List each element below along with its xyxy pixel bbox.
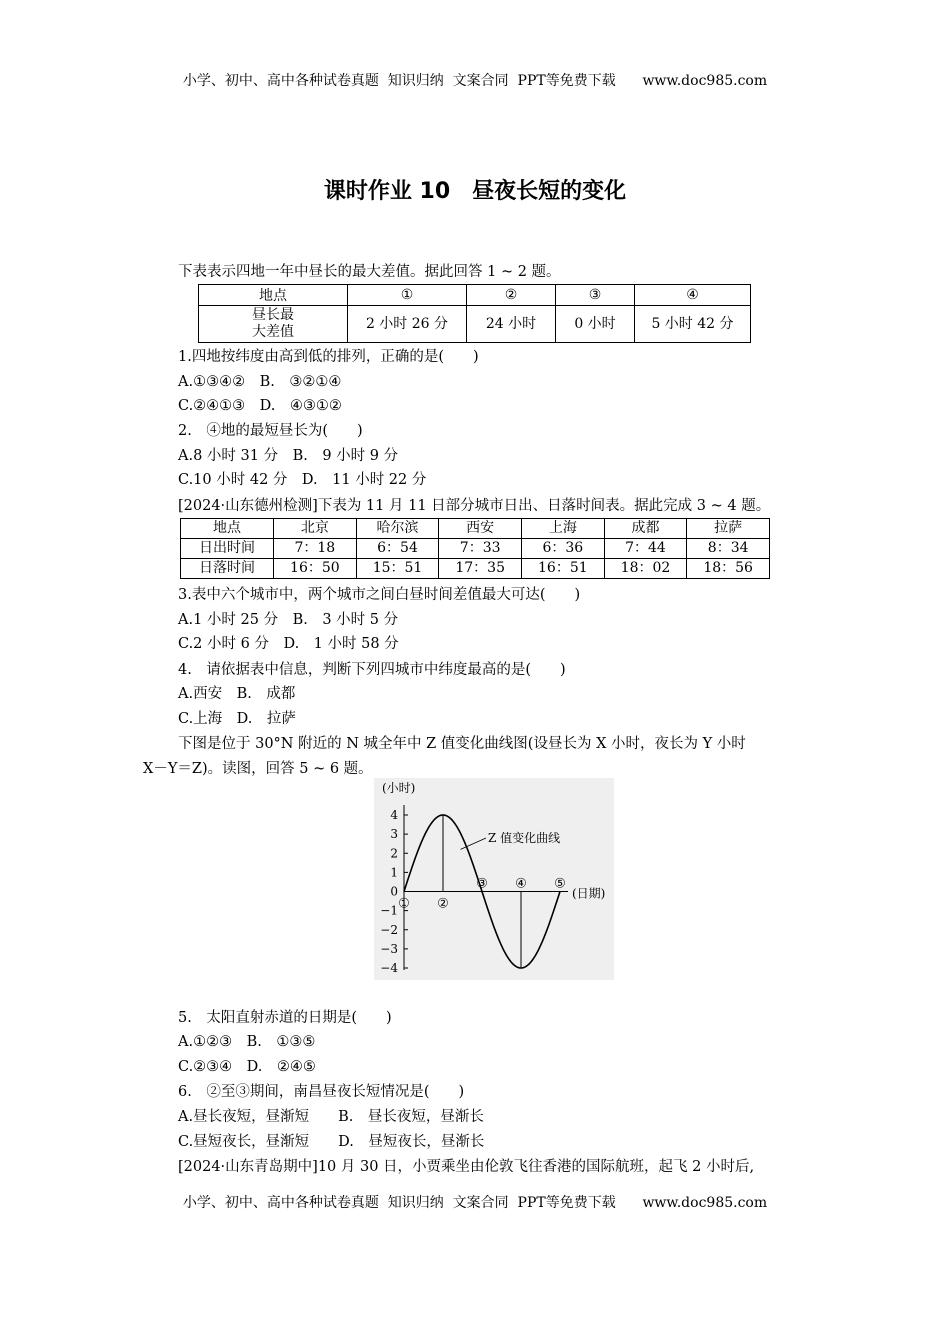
table1-col0: 地点 bbox=[199, 285, 348, 306]
day-length-table bbox=[198, 284, 751, 343]
table2-head: 北京 bbox=[274, 519, 357, 539]
page-title: 课时作业 10 昼夜长短的变化 bbox=[323, 179, 627, 204]
question-1-options-ab: A.①③④② B. ③②①④ bbox=[178, 374, 342, 390]
table2-head: 上海 bbox=[522, 519, 605, 539]
table1-header: ① bbox=[348, 285, 467, 306]
intro-q7: [2024·山东青岛期中]10 月 30 日，小贾乘坐由伦敦飞往香港的国际航班，起飞 2 小时后, bbox=[178, 1159, 755, 1175]
table1-header: ③ bbox=[556, 285, 635, 306]
y-axis-label: (小时) bbox=[382, 781, 416, 795]
table1-header: ④ bbox=[635, 285, 751, 306]
table2-cell: 16：50 bbox=[274, 559, 357, 579]
question-3: 3.表中六个城市中，两个城市之间白昼时间差值最大可达( ) bbox=[178, 587, 581, 603]
table1-cell: 24 小时 bbox=[467, 306, 556, 343]
question-2: 2. ④地的最短昼长为( ) bbox=[178, 423, 363, 439]
table2-head: 成都 bbox=[604, 519, 687, 539]
table1-rowlabel bbox=[199, 306, 348, 343]
question-4: 4. 请依据表中信息，判断下列四城市中纬度最高的是( ) bbox=[178, 662, 566, 678]
table2-cell: 日出时间 bbox=[181, 539, 274, 559]
table1-rowlabel-line2: 大差值 bbox=[252, 324, 294, 340]
question-6-options-cd: C.昼短夜长，昼渐短 D. 昼短夜长，昼渐长 bbox=[178, 1134, 485, 1150]
y-tick-label: 1 bbox=[390, 865, 398, 880]
table1-cell: 5 小时 42 分 bbox=[635, 306, 751, 343]
sunrise-sunset-table bbox=[180, 518, 770, 579]
y-tick-label: 3 bbox=[390, 827, 398, 842]
page-footer: 小学、初中、高中各种试卷真题 知识归纳 文案合同 PPT等免费下载 www.doc985.com bbox=[182, 1195, 768, 1211]
intro-q1-2: 下表表示四地一年中昼长的最大差值。据此回答 1 ~ 2 题。 bbox=[178, 264, 561, 280]
question-2-options-cd: C.10 小时 42 分 D. 11 小时 22 分 bbox=[178, 472, 427, 488]
table2-cell: 日落时间 bbox=[181, 559, 274, 579]
question-1-options-cd: C.②④①③ D. ④③①② bbox=[178, 398, 342, 414]
table2-head: 地点 bbox=[181, 519, 274, 539]
table2-cell: 15：51 bbox=[356, 559, 439, 579]
table2-cell: 7：44 bbox=[604, 539, 687, 559]
date-marker: ④ bbox=[515, 876, 527, 892]
curve-label: Z 值变化曲线 bbox=[488, 830, 561, 845]
intro-q3-4: [2024·山东德州检测]下表为 11 月 11 日部分城市日出、日落时间表。据此完成 3 ~ 4 题。 bbox=[178, 498, 771, 514]
question-4-options-ab: A.西安 B. 成都 bbox=[178, 686, 296, 702]
table2-head: 西安 bbox=[439, 519, 522, 539]
intro-q5-6-line2: X－Y＝Z)。读图，回答 5 ~ 6 题。 bbox=[143, 761, 373, 777]
table1-header: ② bbox=[467, 285, 556, 306]
table2-cell: 16：51 bbox=[522, 559, 605, 579]
table1-rowlabel-line1: 昼长最 bbox=[252, 307, 294, 323]
y-tick-label: 0 bbox=[390, 884, 398, 899]
question-6: 6. ②至③期间，南昌昼夜长短情况是( ) bbox=[178, 1084, 465, 1100]
table2-cell: 18：02 bbox=[604, 559, 687, 579]
y-tick-label: −3 bbox=[380, 941, 398, 956]
date-marker: ② bbox=[437, 896, 449, 912]
date-marker: ⑤ bbox=[554, 876, 566, 892]
page-header: 小学、初中、高中各种试卷真题 知识归纳 文案合同 PPT等免费下载 www.doc985.com bbox=[182, 73, 768, 89]
table2-cell: 8：34 bbox=[687, 539, 770, 559]
date-marker: ③ bbox=[476, 876, 488, 892]
question-4-options-cd: C.上海 D. 拉萨 bbox=[178, 711, 296, 727]
question-3-options-cd: C.2 小时 6 分 D. 1 小时 58 分 bbox=[178, 636, 399, 652]
z-value-chart bbox=[374, 778, 614, 980]
y-tick-label: −4 bbox=[380, 961, 398, 975]
question-6-options-ab: A.昼长夜短，昼渐短 B. 昼长夜短，昼渐长 bbox=[178, 1109, 484, 1125]
question-2-options-ab: A.8 小时 31 分 B. 9 小时 9 分 bbox=[178, 448, 399, 464]
table2-cell: 18：56 bbox=[687, 559, 770, 579]
y-tick-label: −1 bbox=[380, 903, 398, 918]
table2-cell: 6：54 bbox=[356, 539, 439, 559]
intro-q5-6-line1: 下图是位于 30°N 附近的 N 城全年中 Z 值变化曲线图(设昼长为 X 小时，夜长为 Y 小时 bbox=[178, 736, 746, 752]
date-marker: ① bbox=[398, 896, 410, 912]
question-1: 1.四地按纬度由高到低的排列，正确的是( ) bbox=[178, 349, 479, 365]
question-3-options-ab: A.1 小时 25 分 B. 3 小时 5 分 bbox=[178, 612, 399, 628]
table2-head: 拉萨 bbox=[687, 519, 770, 539]
x-axis-label: (日期) bbox=[572, 886, 606, 901]
chart-background bbox=[374, 778, 614, 980]
y-tick-label: 4 bbox=[390, 808, 398, 822]
table1-cell: 2 小时 26 分 bbox=[348, 306, 467, 343]
question-5: 5. 太阳直射赤道的日期是( ) bbox=[178, 1010, 392, 1026]
table2-head: 哈尔滨 bbox=[356, 519, 439, 539]
table2-cell: 6：36 bbox=[522, 539, 605, 559]
question-5-options-cd: C.②③④ D. ②④⑤ bbox=[178, 1059, 316, 1075]
table2-cell: 7：33 bbox=[439, 539, 522, 559]
y-tick-label: 2 bbox=[390, 846, 398, 861]
table2-cell: 17：35 bbox=[439, 559, 522, 579]
y-tick-label: −2 bbox=[380, 922, 398, 937]
table2-cell: 7：18 bbox=[274, 539, 357, 559]
table1-cell: 0 小时 bbox=[556, 306, 635, 343]
question-5-options-ab: A.①②③ B. ①③⑤ bbox=[178, 1034, 316, 1050]
